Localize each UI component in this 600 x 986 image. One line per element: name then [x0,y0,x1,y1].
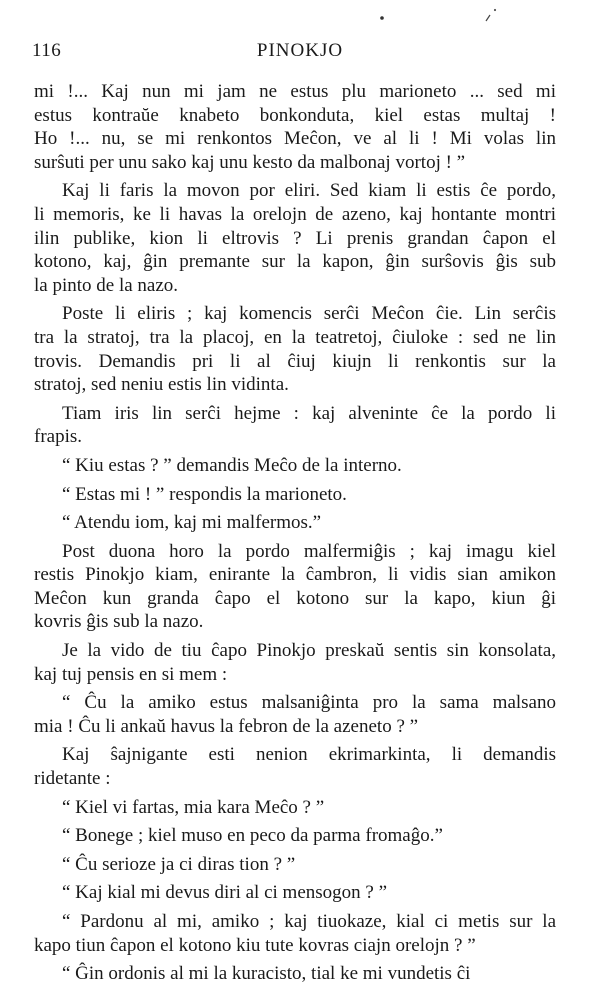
text-line: surŝuti per unu sako kaj unu kesto da malbonaj vortoj ! ” [34,151,466,173]
text-line: trovis. Demandis pri li al ĉiuj kiujn li renkontis sur la [34,350,556,372]
paragraph [34,910,556,957]
paragraph [34,511,556,535]
paragraph [34,483,556,507]
body-text [34,80,556,986]
paragraph [34,824,556,848]
text-line: “ Ĝin ordonis al mi la kuracisto, tial ke mi vundetis ĉi [62,963,471,985]
text-line: kovris ĝis sub la nazo. [34,611,204,633]
text-line: Kaj li faris la movon por eliri. Sed kiam li estis ĉe pordo, [62,180,556,202]
text-line: “ Ĉu serioze ja ci diras tion ? ” [62,853,296,875]
text-line: la pinto de la nazo. [34,274,179,296]
text-line: Meĉon kun granda ĉapo el kotono sur la kapo, kiun ĝi [34,587,556,609]
paragraph [34,540,556,634]
paragraph [34,962,556,986]
scan-marks [376,4,516,26]
text-line: Tiam iris lin serĉi hejme : kaj alveninte ĉe la pordo li [62,402,556,424]
text-line: kapo tiun ĉapon el kotono kiu tute kovras ciajn orelojn ? ” [34,934,476,956]
page-header [30,40,570,68]
text-line: “ Kiu estas ? ” demandis Meĉo de la interno. [62,454,402,476]
text-line: “ Estas mi ! ” respondis la marioneto. [62,483,347,505]
text-line: Post duona horo la pordo malfermiĝis ; kaj imagu kiel [62,540,556,562]
text-line: “ Kiel vi fartas, mia kara Meĉo ? ” [62,796,325,818]
text-line: li memoris, ke li havas la orelojn de azeno, kaj hontante montri [34,203,556,225]
text-line: tra la stratoj, tra la placoj, en la teatretoj, ĉiuloke : sed ne lin [34,326,556,348]
text-line: Kaj ŝajnigante esti nenion ekrimarkinta, li demandis [62,744,556,766]
text-line: estus kontraŭe knabeto bonkonduta, kiel estas multaj ! [34,104,556,126]
text-line: ilin publike, kion li eltrovis ? Li prenis grandan ĉapon el [34,227,556,249]
text-line: “ Bonege ; kiel muso en peco da parma fromaĝo.” [62,825,443,847]
text-line: “ Ĉu la amiko estus malsaniĝinta pro la sama malsano [62,692,556,714]
page-number: 116 [32,40,62,61]
text-line: “ Pardonu al mi, amiko ; kaj tiuokaze, kial ci metis sur la [62,911,556,932]
paragraph [34,80,556,174]
text-line: frapis. [34,426,83,448]
text-line: stratoj, sed neniu estis lin vidinta. [34,374,289,396]
paragraph [34,179,556,297]
paragraph [34,743,556,790]
text-line: Ho !... nu, se mi renkontos Meĉon, ve al li ! Mi volas lin [34,128,556,150]
paragraph [34,881,556,905]
text-line: kotono, kaj, ĝin premante sur la kapon, ĝin surŝovis ĝis sub [34,251,556,273]
text-line: “ Kaj kial mi devus diri al ci mensogon ? ” [62,882,388,904]
text-line: kaj tuj pensis en si mem : [34,663,228,685]
running-title: PINOKJO [256,40,344,61]
text-line: mia ! Ĉu li ankaŭ havus la febron de la azeneto ? ” [34,715,419,737]
paragraph [34,853,556,877]
text-line: restis Pinokjo kiam, enirante la ĉambron, li vidis sian amikon [34,564,556,586]
paragraph [34,639,556,686]
text-line: ridetante : [34,768,111,790]
paragraph [34,691,556,738]
paragraph [34,402,556,449]
paragraph [34,302,556,396]
paragraph [34,796,556,820]
text-line: mi !... Kaj nun mi jam ne estus plu marioneto ... sed mi [34,81,556,102]
text-line: Je la vido de tiu ĉapo Pinokjo preskaŭ sentis sin konsolata, [62,640,556,662]
text-line: “ Atendu iom, kaj mi malfermos.” [62,512,322,534]
text-line: Poste li eliris ; kaj komencis serĉi Meĉon ĉie. Lin serĉis [62,303,556,325]
paragraph [34,454,556,478]
